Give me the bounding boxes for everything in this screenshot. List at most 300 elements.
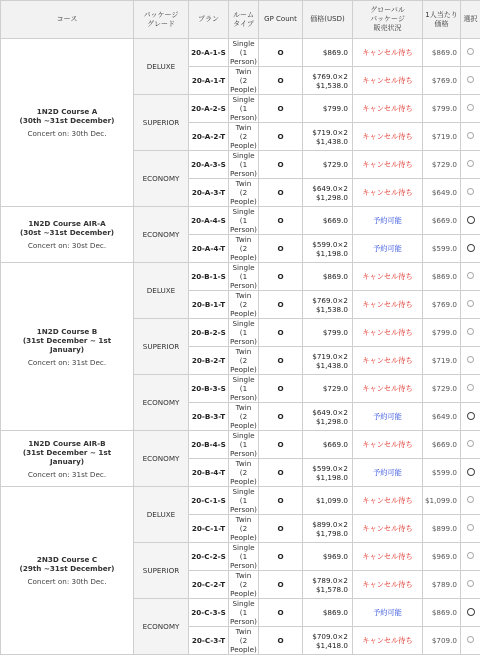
room-type-line: (2 People) — [230, 636, 257, 654]
price-usd — [303, 179, 353, 207]
select-radio — [467, 384, 474, 391]
gp-count: O — [259, 179, 303, 207]
room-type-line: (2 People) — [230, 356, 257, 374]
select-cell — [461, 571, 480, 599]
price-per-person: $869.0 — [423, 39, 461, 67]
plan-code: 20-B-1-T — [189, 291, 229, 319]
price-line: $769.0×2 — [312, 72, 348, 81]
room-type-line: (2 People) — [230, 524, 257, 542]
price-line: $869.0 — [323, 272, 348, 281]
room-type-line: Single — [232, 431, 254, 440]
room-type-line: (2 People) — [230, 244, 257, 262]
price-per-person: $719.0 — [423, 123, 461, 151]
room-type — [229, 319, 259, 347]
price-per-person: $709.0 — [423, 627, 461, 655]
select-radio — [467, 188, 474, 195]
header-gp-count: GP Count — [259, 1, 303, 39]
price-usd — [303, 487, 353, 515]
room-type — [229, 123, 259, 151]
status-badge: 予約可能 — [373, 468, 402, 477]
price-line: $769.0×2 — [312, 296, 348, 305]
concert-note: Concert on: 30st Dec. — [5, 241, 129, 250]
course-cell — [1, 263, 134, 431]
select-cell — [461, 235, 480, 263]
gp-count: O — [259, 543, 303, 571]
select-radio — [467, 580, 474, 587]
room-type — [229, 151, 259, 179]
select-radio — [467, 328, 474, 335]
select-radio[interactable] — [467, 244, 475, 252]
gp-count: O — [259, 459, 303, 487]
status-badge: キャンセル待ち — [362, 272, 412, 281]
gp-count: O — [259, 291, 303, 319]
status-cell — [353, 235, 423, 263]
status-badge: キャンセル待ち — [362, 328, 412, 337]
price-line: $1,298.0 — [316, 417, 348, 426]
select-radio — [467, 104, 474, 111]
price-per-person: $599.0 — [423, 459, 461, 487]
room-type-line: (1 Person) — [230, 384, 257, 402]
select-radio — [467, 300, 474, 307]
room-type-line: Twin — [236, 179, 252, 188]
price-usd — [303, 431, 353, 459]
price-line: $1,198.0 — [316, 249, 348, 258]
price-usd — [303, 459, 353, 487]
select-radio — [467, 160, 474, 167]
status-cell — [353, 515, 423, 543]
course-name: 1N2D Course AIR-A — [5, 219, 129, 228]
price-usd — [303, 627, 353, 655]
room-type-line: (2 People) — [230, 76, 257, 94]
select-cell — [461, 67, 480, 95]
room-type — [229, 599, 259, 627]
price-per-person: $729.0 — [423, 151, 461, 179]
status-cell — [353, 207, 423, 235]
room-type-line: (2 People) — [230, 580, 257, 598]
status-cell — [353, 151, 423, 179]
gp-count: O — [259, 319, 303, 347]
price-line: $799.0 — [323, 328, 348, 337]
price-line: $719.0×2 — [312, 128, 348, 137]
status-badge: キャンセル待ち — [362, 636, 412, 645]
status-cell — [353, 179, 423, 207]
price-per-person: $649.0 — [423, 179, 461, 207]
gp-count: O — [259, 431, 303, 459]
price-usd — [303, 403, 353, 431]
price-per-person: $1,099.0 — [423, 487, 461, 515]
gp-count: O — [259, 403, 303, 431]
gp-count: O — [259, 487, 303, 515]
course-name: 1N2D Course A — [5, 107, 129, 116]
price-per-person: $669.0 — [423, 431, 461, 459]
grade-cell: SUPERIOR — [134, 319, 189, 375]
price-line: $1,418.0 — [316, 641, 348, 650]
room-type-line: Twin — [236, 347, 252, 356]
price-line: $1,538.0 — [316, 305, 348, 314]
gp-count: O — [259, 627, 303, 655]
price-usd — [303, 599, 353, 627]
header-course: コース — [1, 1, 134, 39]
course-dates: (31st December ~ 1st January) — [5, 336, 129, 354]
select-radio — [467, 440, 474, 447]
plan-code: 20-A-4-T — [189, 235, 229, 263]
table-row — [1, 263, 480, 291]
plan-code: 20-C-2-S — [189, 543, 229, 571]
course-name: 1N2D Course B — [5, 327, 129, 336]
price-per-person: $869.0 — [423, 263, 461, 291]
course-name: 2N3D Course C — [5, 555, 129, 564]
gp-count: O — [259, 263, 303, 291]
status-cell — [353, 431, 423, 459]
room-type-line: (1 Person) — [230, 104, 257, 122]
table-row — [1, 487, 480, 515]
plan-code: 20-A-3-T — [189, 179, 229, 207]
room-type-line: Single — [232, 263, 254, 272]
select-radio[interactable] — [467, 608, 475, 616]
room-type — [229, 627, 259, 655]
room-type — [229, 571, 259, 599]
course-dates: (31st December ~ 1st January) — [5, 448, 129, 466]
plan-code: 20-B-4-S — [189, 431, 229, 459]
course-cell — [1, 39, 134, 207]
room-type-line: (2 People) — [230, 412, 257, 430]
select-cell — [461, 207, 480, 235]
price-usd — [303, 543, 353, 571]
plan-code: 20-A-2-T — [189, 123, 229, 151]
price-line: $1,798.0 — [316, 529, 348, 538]
status-badge: キャンセル待ち — [362, 104, 412, 113]
status-badge: 予約可能 — [373, 216, 402, 225]
select-cell — [461, 487, 480, 515]
plan-code: 20-C-3-S — [189, 599, 229, 627]
select-cell — [461, 291, 480, 319]
price-usd — [303, 291, 353, 319]
status-badge: キャンセル待ち — [362, 132, 412, 141]
room-type — [229, 39, 259, 67]
room-type-line: Single — [232, 375, 254, 384]
gp-count: O — [259, 207, 303, 235]
room-type-line: Single — [232, 95, 254, 104]
select-cell — [461, 599, 480, 627]
room-type — [229, 235, 259, 263]
price-usd — [303, 95, 353, 123]
status-badge: キャンセル待ち — [362, 440, 412, 449]
price-usd — [303, 375, 353, 403]
price-line: $669.0 — [323, 440, 348, 449]
status-cell — [353, 123, 423, 151]
status-cell — [353, 571, 423, 599]
price-line: $729.0 — [323, 384, 348, 393]
table-body — [1, 39, 480, 655]
plan-code: 20-C-1-S — [189, 487, 229, 515]
select-cell — [461, 459, 480, 487]
room-type — [229, 487, 259, 515]
select-cell — [461, 263, 480, 291]
select-cell — [461, 347, 480, 375]
price-line: $789.0×2 — [312, 576, 348, 585]
status-cell — [353, 459, 423, 487]
header-status: グローバル パッケージ 販売状況 — [353, 1, 423, 39]
status-cell — [353, 39, 423, 67]
price-line: $599.0×2 — [312, 464, 348, 473]
status-cell — [353, 403, 423, 431]
price-usd — [303, 319, 353, 347]
grade-cell: ECONOMY — [134, 375, 189, 431]
status-badge: キャンセル待ち — [362, 76, 412, 85]
course-cell — [1, 207, 134, 263]
course-dates: (29th ~31st December) — [5, 564, 129, 573]
select-cell — [461, 151, 480, 179]
select-cell — [461, 403, 480, 431]
room-type-line: (1 Person) — [230, 216, 257, 234]
room-type-line: (2 People) — [230, 132, 257, 150]
price-line: $599.0×2 — [312, 240, 348, 249]
price-per-person: $769.0 — [423, 291, 461, 319]
price-line: $709.0×2 — [312, 632, 348, 641]
grade-cell: DELUXE — [134, 39, 189, 95]
gp-count: O — [259, 347, 303, 375]
price-usd — [303, 39, 353, 67]
plan-code: 20-A-1-S — [189, 39, 229, 67]
room-type — [229, 459, 259, 487]
price-line: $649.0×2 — [312, 184, 348, 193]
gp-count: O — [259, 39, 303, 67]
grade-cell: SUPERIOR — [134, 543, 189, 599]
plan-code: 20-C-2-T — [189, 571, 229, 599]
plan-code: 20-B-3-S — [189, 375, 229, 403]
status-cell — [353, 627, 423, 655]
room-type-line: Single — [232, 39, 254, 48]
gp-count: O — [259, 571, 303, 599]
gp-count: O — [259, 515, 303, 543]
price-line: $1,198.0 — [316, 473, 348, 482]
price-per-person: $729.0 — [423, 375, 461, 403]
room-type — [229, 67, 259, 95]
room-type-line: Twin — [236, 515, 252, 524]
room-type-line: (1 Person) — [230, 160, 257, 178]
status-badge: キャンセル待ち — [362, 356, 412, 365]
room-type — [229, 207, 259, 235]
status-cell — [353, 487, 423, 515]
gp-count: O — [259, 235, 303, 263]
room-type — [229, 263, 259, 291]
room-type-line: Twin — [236, 235, 252, 244]
grade-cell: ECONOMY — [134, 207, 189, 263]
status-badge: キャンセル待ち — [362, 160, 412, 169]
status-badge: キャンセル待ち — [362, 524, 412, 533]
plan-code: 20-A-3-S — [189, 151, 229, 179]
status-badge: キャンセル待ち — [362, 384, 412, 393]
room-type — [229, 95, 259, 123]
room-type — [229, 347, 259, 375]
plan-code: 20-B-4-T — [189, 459, 229, 487]
concert-note: Concert on: 31st Dec. — [5, 358, 129, 367]
room-type — [229, 375, 259, 403]
price-usd — [303, 67, 353, 95]
gp-count: O — [259, 67, 303, 95]
room-type-line: Twin — [236, 459, 252, 468]
gp-count: O — [259, 151, 303, 179]
price-per-person: $969.0 — [423, 543, 461, 571]
status-cell — [353, 319, 423, 347]
select-cell — [461, 319, 480, 347]
status-badge: キャンセル待ち — [362, 188, 412, 197]
room-type-line: (1 Person) — [230, 328, 257, 346]
plan-code: 20-A-1-T — [189, 67, 229, 95]
select-radio[interactable] — [467, 216, 475, 224]
status-cell — [353, 375, 423, 403]
select-radio — [467, 552, 474, 559]
grade-cell: DELUXE — [134, 263, 189, 319]
header-select: 選択 — [461, 1, 480, 39]
grade-cell: ECONOMY — [134, 431, 189, 487]
plan-code: 20-A-2-S — [189, 95, 229, 123]
status-cell — [353, 347, 423, 375]
price-line: $1,099.0 — [316, 496, 348, 505]
select-radio — [467, 524, 474, 531]
select-cell — [461, 627, 480, 655]
select-radio[interactable] — [467, 412, 475, 420]
select-radio[interactable] — [467, 468, 475, 476]
price-line: $1,438.0 — [316, 137, 348, 146]
grade-cell: SUPERIOR — [134, 95, 189, 151]
price-line: $649.0×2 — [312, 408, 348, 417]
room-type-line: Single — [232, 319, 254, 328]
price-per-person: $599.0 — [423, 235, 461, 263]
table-row — [1, 39, 480, 67]
grade-cell: ECONOMY — [134, 151, 189, 207]
status-cell — [353, 263, 423, 291]
select-radio — [467, 132, 474, 139]
price-line: $1,298.0 — [316, 193, 348, 202]
table-row — [1, 207, 480, 235]
room-type — [229, 543, 259, 571]
price-line: $869.0 — [323, 608, 348, 617]
room-type-line: (1 Person) — [230, 48, 257, 66]
header-grade: パッケージ グレード — [134, 1, 189, 39]
select-radio — [467, 48, 474, 55]
room-type-line: (2 People) — [230, 188, 257, 206]
room-type-line: Single — [232, 487, 254, 496]
table-header-row — [1, 1, 480, 39]
price-usd — [303, 207, 353, 235]
room-type-line: Twin — [236, 291, 252, 300]
concert-note: Concert on: 30th Dec. — [5, 577, 129, 586]
plan-code: 20-C-1-T — [189, 515, 229, 543]
room-type-line: Single — [232, 151, 254, 160]
room-type — [229, 431, 259, 459]
plan-code: 20-C-3-T — [189, 627, 229, 655]
price-per-person: $799.0 — [423, 95, 461, 123]
select-cell — [461, 123, 480, 151]
course-dates: (30th ~31st December) — [5, 116, 129, 125]
price-usd — [303, 263, 353, 291]
status-badge: キャンセル待ち — [362, 48, 412, 57]
price-usd — [303, 347, 353, 375]
course-cell — [1, 487, 134, 655]
header-price-per-person: 1人当たり 価格 — [423, 1, 461, 39]
price-per-person: $769.0 — [423, 67, 461, 95]
room-type-line: (2 People) — [230, 300, 257, 318]
select-cell — [461, 431, 480, 459]
course-name: 1N2D Course AIR-B — [5, 439, 129, 448]
room-type-line: Single — [232, 543, 254, 552]
select-radio — [467, 272, 474, 279]
price-line: $1,538.0 — [316, 81, 348, 90]
header-plan: プラン — [189, 1, 229, 39]
plan-code: 20-B-1-S — [189, 263, 229, 291]
status-badge: キャンセル待ち — [362, 496, 412, 505]
room-type-line: (1 Person) — [230, 496, 257, 514]
select-cell — [461, 375, 480, 403]
price-usd — [303, 571, 353, 599]
price-per-person: $799.0 — [423, 319, 461, 347]
room-type-line: (1 Person) — [230, 272, 257, 290]
price-usd — [303, 151, 353, 179]
select-cell — [461, 95, 480, 123]
select-cell — [461, 179, 480, 207]
price-line: $969.0 — [323, 552, 348, 561]
room-type-line: Twin — [236, 627, 252, 636]
status-cell — [353, 599, 423, 627]
price-per-person: $669.0 — [423, 207, 461, 235]
room-type — [229, 291, 259, 319]
select-cell — [461, 515, 480, 543]
select-radio — [467, 76, 474, 83]
price-per-person: $719.0 — [423, 347, 461, 375]
price-per-person: $899.0 — [423, 515, 461, 543]
status-cell — [353, 95, 423, 123]
price-per-person: $649.0 — [423, 403, 461, 431]
course-cell — [1, 431, 134, 487]
room-type-line: (2 People) — [230, 468, 257, 486]
price-per-person: $789.0 — [423, 571, 461, 599]
concert-note: Concert on: 31st Dec. — [5, 470, 129, 479]
grade-cell: ECONOMY — [134, 599, 189, 655]
select-radio — [467, 636, 474, 643]
header-price: 価格(USD) — [303, 1, 353, 39]
status-badge: 予約可能 — [373, 244, 402, 253]
gp-count: O — [259, 599, 303, 627]
grade-cell: DELUXE — [134, 487, 189, 543]
room-type-line: Twin — [236, 571, 252, 580]
concert-note: Concert on: 30th Dec. — [5, 129, 129, 138]
status-badge: 予約可能 — [373, 608, 402, 617]
gp-count: O — [259, 123, 303, 151]
status-badge: キャンセル待ち — [362, 300, 412, 309]
room-type-line: Single — [232, 207, 254, 216]
price-line: $1,438.0 — [316, 361, 348, 370]
gp-count: O — [259, 95, 303, 123]
header-room-type: ルーム タイプ — [229, 1, 259, 39]
price-line: $669.0 — [323, 216, 348, 225]
room-type-line: Twin — [236, 123, 252, 132]
room-type-line: Twin — [236, 67, 252, 76]
room-type — [229, 515, 259, 543]
plan-code: 20-B-3-T — [189, 403, 229, 431]
status-badge: キャンセル待ち — [362, 580, 412, 589]
room-type-line: Single — [232, 599, 254, 608]
select-radio — [467, 356, 474, 363]
select-cell — [461, 39, 480, 67]
price-per-person: $869.0 — [423, 599, 461, 627]
price-line: $799.0 — [323, 104, 348, 113]
price-line: $899.0×2 — [312, 520, 348, 529]
price-line: $729.0 — [323, 160, 348, 169]
room-type-line: Twin — [236, 403, 252, 412]
price-usd — [303, 515, 353, 543]
plan-code: 20-B-2-T — [189, 347, 229, 375]
